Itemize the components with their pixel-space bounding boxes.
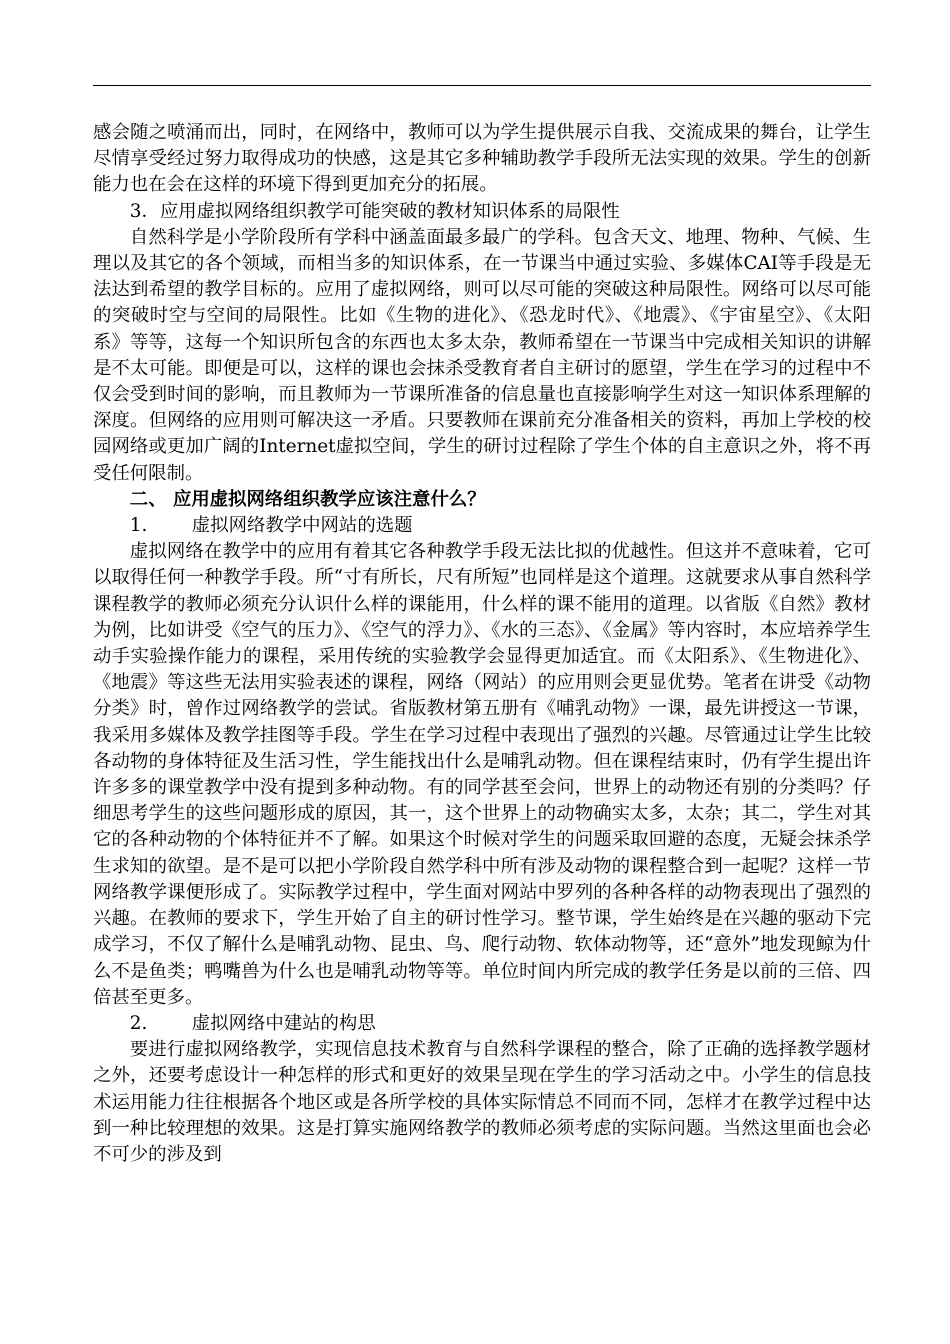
subsection-title: 虚拟网络教学中网站的选题 (191, 515, 413, 537)
subsection-heading-3: 3．应用虚拟网络组织教学可能突破的教材知识体系的局限性 (129, 200, 620, 222)
subsection-number: 2. (129, 1012, 148, 1034)
section-heading-2: 二、 应用虚拟网络组织教学应该注意什么？ (129, 488, 486, 510)
header-rule (93, 85, 871, 86)
paragraph-topic-selection: 虚拟网络在教学中的应用有着其它各种教学手段无法比拟的优越性。但这并不意味着，它可以取得任何一种教学手段。所“寸有所长，尺有所短”也同样是这个道理。这就要求从事自然科学课程教学的教师必须充分认识什么样的课能用，什么样的课不能用的道理。以省版《自然》教材为例，比如讲受《空气的压力》、《空气的浮力》、《水的三态》、《金属》等内容时，本应培养学生动手实验操作能力的课程，采用传统的实验教学会显得更加适宜。而《太阳系》、《生物进化》、《地震》等这些无法用实验表述的课程，网络（网站）的应用则会更显优势。笔者在讲受《动物分类》时，曾作过网络教学的尝试。省版教材第五册有《哺乳动物》一课，最先讲授这一节课，我采用多媒体及教学挂图等手段。学生在学习过程中表现出了强烈的兴趣。尽管通过让学生比较各动物的身体特征及生活习性，学生能找出什么是哺乳动物。但在课程结束时，仍有学生提出许许多多的课堂教学中没有提到多种动物。有的同学甚至会问，世界上的动物还有别的分类吗？仔细思考学生的这些问题形成的原因，其一，这个世界上的动物确实太多，太杂；其二，学生对其它的各种动物的个体特征并不了解。如果这个时候对学生的问题采取回避的态度，无疑会抹杀学生求知的欲望。是不是可以把小学阶段自然学科中所有涉及动物的课程整合到一起呢？这样一节网络教学课便形成了。实际教学过程中，学生面对网站中罗列的各种各样的动物表现出了强烈的兴趣。在教师的要求下，学生开始了自主的研讨性学习。整节课，学生始终是在兴趣的驱动下完成学习，不仅了解什么是哺乳动物、昆虫、鸟、爬行动物、软体动物等，还“意外”地发现鲸为什么不是鱼类；鸭嘴兽为什么也是哺乳动物等等。单位时间内所完成的教学任务是以前的三倍、四倍甚至更多。 (93, 541, 871, 1008)
document-page (93, 0, 871, 1344)
paragraph-site-design: 要进行虚拟网络教学，实现信息技术教育与自然科学课程的整合，除了正确的选择教学题材之外，还要考虑设计一种怎样的形式和更好的效果呈现在学生的学习活动之中。小学生的信息技术运用能力往往根据各个地区或是各所学校的具体实际情总不同而不同，怎样才在教学过程中达到一种比较理想的效果。这是打算实施网络教学的教师必须考虑的实际问题。当然这里面也会必不可少的涉及到 (93, 1039, 871, 1165)
subsection-heading-1 (93, 513, 871, 539)
paragraph-continuation: 感会随之喷涌而出，同时，在网络中，教师可以为学生提供展示自我、交流成果的舞台，让学生尽情享受经过努力取得成功的快感，这是其它多种辅助教学手段所无法实现的效果。学生的创新能力也在会在这样的环境下得到更加充分的拓展。 (93, 122, 871, 196)
paragraph-knowledge-limits: 自然科学是小学阶段所有学科中涵盖面最多最广的学科。包含天文、地理、物种、气候、生理以及其它的各个领域，而相当多的知识体系，在一节课当中通过实验、多媒体CAI等手段是无法达到希望的教学目标的。应用了虚拟网络，则可以尽可能的突破这种局限性。网络可以尽可能的突破时空与空间的局限性。比如《生物的进化》、《恐龙时代》、《地震》、《宇宙星空》、《太阳系》等等，这每一个知识所包含的东西也太多太杂，教师希望在一节课当中完成相关知识的讲解是不太可能。即便是可以，这样的课也会抹杀受教育者自主研讨的愿望，学生在学习的过程中不仅会受到时间的影响，而且教师为一节课所准备的信息量也直接影响学生对这一知识体系理解的深度。但网络的应用则可解决这一矛盾。只要教师在课前充分准备相关的资料，再加上学校的校园网络或更加广阔的Internet虚拟空间，学生的研讨过程除了学生个体的自主意识之外，将不再受任何限制。 (93, 226, 871, 484)
subsection-title: 虚拟网络中建站的构思 (191, 1012, 376, 1034)
subsection-number: 1. (129, 515, 148, 537)
document-body (93, 120, 871, 1168)
subsection-heading-2 (93, 1011, 871, 1037)
